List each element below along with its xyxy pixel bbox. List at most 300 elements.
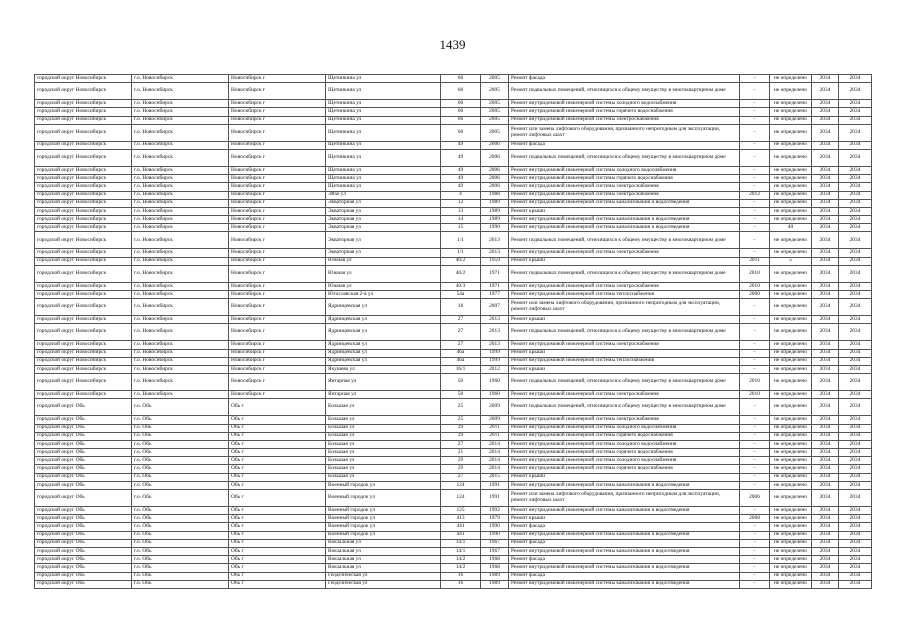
- cell-work-type: Ремонт внутридомовой инженерной системы электроснабжения: [509, 416, 740, 424]
- cell-work-type: Ремонт крыши: [509, 257, 740, 265]
- cell-plan-start: 2034: [812, 473, 839, 481]
- cell-work-type: Ремонт или замена лифтового оборудования, признанного непригодным для эксплуатации, ремонт лифтовых шахт: [509, 299, 740, 316]
- cell-plan-end: 2034: [839, 199, 872, 207]
- cell-work-type: Ремонт внутридомовой инженерной системы канализования и водоотведения: [509, 481, 740, 489]
- cell-plan-start: 2034: [812, 249, 839, 257]
- cell-plan-end: 2034: [839, 141, 872, 149]
- cell-year: 2009: [481, 416, 509, 424]
- cell-plan-end: 2034: [839, 399, 872, 416]
- cell-district: г.о. Новосибирск: [132, 124, 229, 141]
- cell-plan-end: 2034: [839, 100, 872, 108]
- cell-work-type: Ремонт или замена лифтового оборудования, признанного непригодным для эксплуатации, ремонт лифтовых шахт: [509, 124, 740, 141]
- table-row: [35, 357, 872, 365]
- cell-work-type: Ремонт фасада: [509, 523, 740, 531]
- cell-district: г.о. Новосибирск: [132, 257, 229, 265]
- cell-plan-end: 2034: [839, 523, 872, 531]
- cell-municipality: городской округ Новосибирск: [35, 299, 132, 316]
- cell-plan-end: 2034: [839, 166, 872, 174]
- cell-municipality: городской округ Новосибирск: [35, 324, 132, 341]
- cell-house: 25: [441, 399, 481, 416]
- cell-year: 2006: [481, 183, 509, 191]
- table-row: [35, 432, 872, 440]
- cell-work-type: Ремонт крыши: [509, 473, 740, 481]
- cell-last-repair: -: [740, 399, 770, 416]
- cell-plan-end: 2034: [839, 124, 872, 141]
- cell-district: г.о. Обь: [132, 457, 229, 465]
- cell-locality: Новосибирск г: [229, 324, 326, 341]
- cell-street: Большая ул: [326, 465, 441, 473]
- cell-district: г.о. Новосибирск: [132, 341, 229, 349]
- cell-street: Большая ул: [326, 473, 441, 481]
- table-row: [35, 341, 872, 349]
- cell-municipality: городской округ Новосибирск: [35, 183, 132, 191]
- cell-district: г.о. Новосибирск: [132, 83, 229, 100]
- cell-street: Военный городок ул: [326, 523, 441, 531]
- cell-house: 16: [441, 580, 481, 588]
- cell-street: Щетинкина ул: [326, 183, 441, 191]
- cell-plan-end: 2034: [839, 341, 872, 349]
- cell-municipality: городской округ Обь: [35, 539, 132, 547]
- cell-locality: Новосибирск г: [229, 166, 326, 174]
- cell-year: 2011: [481, 424, 509, 432]
- cell-plan-end: 2034: [839, 224, 872, 232]
- cell-last-repair: -: [740, 183, 770, 191]
- cell-plan-end: 2034: [839, 357, 872, 365]
- cell-plan-start: 2034: [812, 224, 839, 232]
- cell-house: 16: [441, 572, 481, 580]
- cell-district: г.о. Новосибирск: [132, 265, 229, 282]
- cell-plan-end: 2034: [839, 207, 872, 215]
- cell-district: г.о. Новосибирск: [132, 291, 229, 299]
- table-row: [35, 531, 872, 539]
- cell-municipality: городской округ Обь: [35, 572, 132, 580]
- table-row: [35, 224, 872, 232]
- table-row: [35, 232, 872, 249]
- cell-house: 66: [441, 100, 481, 108]
- cell-house: 14/2: [441, 564, 481, 572]
- cell-last-repair: -: [740, 341, 770, 349]
- cell-locality: Обь г: [229, 539, 326, 547]
- cell-municipality: городской округ Обь: [35, 465, 132, 473]
- cell-last-repair: -: [740, 75, 770, 83]
- cell-house: 29: [441, 432, 481, 440]
- cell-house: 14/1: [441, 547, 481, 555]
- cell-street: Ядринцевская ул: [326, 324, 441, 341]
- cell-municipality: городской округ Новосибирск: [35, 199, 132, 207]
- cell-cost: не определено: [770, 75, 812, 83]
- cell-municipality: городской округ Новосибирск: [35, 207, 132, 215]
- cell-municipality: городской округ Обь: [35, 440, 132, 448]
- cell-cost: не определено: [770, 572, 812, 580]
- cell-house: 66: [441, 108, 481, 116]
- cell-work-type: Ремонт внутридомовой инженерной системы холодного водоснабжения: [509, 100, 740, 108]
- cell-year: 2006: [481, 175, 509, 183]
- cell-plan-end: 2034: [839, 564, 872, 572]
- cell-work-type: Ремонт или замена лифтового оборудования, признанного непригодным для эксплуатации, ремонт лифтовых шахт: [509, 490, 740, 507]
- cell-municipality: городской округ Новосибирск: [35, 257, 132, 265]
- cell-locality: Новосибирск г: [229, 175, 326, 183]
- cell-street: Щетинкина ул: [326, 83, 441, 100]
- cell-house: 4: [441, 191, 481, 199]
- table-row: [35, 539, 872, 547]
- cell-locality: Новосибирск г: [229, 199, 326, 207]
- cell-plan-end: 2034: [839, 149, 872, 166]
- cell-plan-start: 2034: [812, 232, 839, 249]
- cell-last-repair: -: [740, 539, 770, 547]
- cell-work-type: Ремонт внутридомовой инженерной системы канализования и водоотведения: [509, 547, 740, 555]
- cell-municipality: городской округ Новосибирск: [35, 316, 132, 324]
- cell-last-repair: 2012: [740, 191, 770, 199]
- cell-plan-end: 2034: [839, 449, 872, 457]
- cell-last-repair: 2010: [740, 265, 770, 282]
- cell-plan-start: 2034: [812, 265, 839, 282]
- table-row: [35, 291, 872, 299]
- cell-last-repair: -: [740, 556, 770, 564]
- cell-cost: не определено: [770, 141, 812, 149]
- cell-last-repair: -: [740, 175, 770, 183]
- cell-house: 66: [441, 83, 481, 100]
- cell-plan-start: 2034: [812, 116, 839, 124]
- cell-plan-end: 2034: [839, 457, 872, 465]
- cell-last-repair: 2010: [740, 391, 770, 399]
- cell-work-type: Ремонт внутридомовой инженерной системы канализования и водоотведения: [509, 564, 740, 572]
- cell-year: 1960: [481, 391, 509, 399]
- cell-street: Большая ул: [326, 432, 441, 440]
- cell-street: Югославская 2-я ул: [326, 291, 441, 299]
- table-row: [35, 207, 872, 215]
- cell-house: 18: [441, 299, 481, 316]
- cell-work-type: Ремонт внутридомовой инженерной системы горячего водоснабжения: [509, 449, 740, 457]
- cell-cost: не определено: [770, 199, 812, 207]
- cell-municipality: городской округ Обь: [35, 424, 132, 432]
- cell-street: Янтарная ул: [326, 391, 441, 399]
- cell-house: 27: [441, 324, 481, 341]
- cell-house: 50: [441, 374, 481, 391]
- cell-work-type: Ремонт внутридомовой инженерной системы электроснабжения: [509, 249, 740, 257]
- cell-work-type: Ремонт фасада: [509, 141, 740, 149]
- table-row: [35, 449, 872, 457]
- cell-cost: не определено: [770, 523, 812, 531]
- cell-last-repair: 2011: [740, 257, 770, 265]
- table-row: [35, 216, 872, 224]
- cell-cost: не определено: [770, 100, 812, 108]
- cell-locality: Обь г: [229, 523, 326, 531]
- cell-plan-start: 2034: [812, 539, 839, 547]
- cell-locality: Обь г: [229, 416, 326, 424]
- cell-year: 2013: [481, 232, 509, 249]
- table-row: [35, 75, 872, 83]
- table-row: [35, 116, 872, 124]
- cell-locality: Обь г: [229, 440, 326, 448]
- cell-locality: Новосибирск г: [229, 316, 326, 324]
- cell-locality: Новосибирск г: [229, 216, 326, 224]
- cell-plan-start: 2034: [812, 481, 839, 489]
- cell-cost: не определено: [770, 232, 812, 249]
- cell-year: 2013: [481, 249, 509, 257]
- cell-year: 2011: [481, 432, 509, 440]
- table-row: [35, 83, 872, 100]
- cell-municipality: городской округ Новосибирск: [35, 265, 132, 282]
- cell-plan-start: 2034: [812, 257, 839, 265]
- cell-locality: Новосибирск г: [229, 141, 326, 149]
- cell-plan-start: 2034: [812, 357, 839, 365]
- cell-last-repair: -: [740, 224, 770, 232]
- cell-year: 2006: [481, 141, 509, 149]
- cell-locality: Новосибирск г: [229, 124, 326, 141]
- cell-plan-start: 2034: [812, 199, 839, 207]
- cell-locality: Новосибирск г: [229, 108, 326, 116]
- table-row: [35, 465, 872, 473]
- cell-district: г.о. Обь: [132, 490, 229, 507]
- cell-plan-end: 2034: [839, 324, 872, 341]
- cell-work-type: Ремонт подвальных помещений, относящихся к общему имуществу в многоквартирном доме: [509, 324, 740, 341]
- cell-house: 124: [441, 490, 481, 507]
- cell-work-type: Ремонт крыши: [509, 207, 740, 215]
- cell-district: г.о. Новосибирск: [132, 349, 229, 357]
- cell-year: 2012: [481, 365, 509, 373]
- cell-work-type: Ремонт внутридомовой инженерной системы канализования и водоотведения: [509, 199, 740, 207]
- cell-house: 40/3: [441, 282, 481, 290]
- cell-house: 29: [441, 424, 481, 432]
- cell-district: г.о. Новосибирск: [132, 191, 229, 199]
- cell-locality: Обь г: [229, 399, 326, 416]
- cell-district: г.о. Новосибирск: [132, 75, 229, 83]
- cell-district: г.о. Новосибирск: [132, 232, 229, 249]
- cell-street: Щетинкина ул: [326, 149, 441, 166]
- cell-cost: не определено: [770, 357, 812, 365]
- cell-municipality: городской округ Обь: [35, 515, 132, 523]
- cell-work-type: Ремонт внутридомовой инженерной системы канализования и водоотведения: [509, 507, 740, 515]
- cell-year: 2014: [481, 440, 509, 448]
- cell-work-type: Ремонт крыши: [509, 365, 740, 373]
- cell-work-type: Ремонт внутридомовой инженерной системы холодного водоснабжения: [509, 166, 740, 174]
- cell-cost: не определено: [770, 365, 812, 373]
- cell-work-type: Ремонт внутридомовой инженерной системы горячего водоснабжения: [509, 108, 740, 116]
- table-row: [35, 547, 872, 555]
- cell-municipality: городской округ Новосибирск: [35, 166, 132, 174]
- cell-locality: Новосибирск г: [229, 291, 326, 299]
- cell-work-type: Ремонт крыши: [509, 515, 740, 523]
- cell-year: 2005: [481, 83, 509, 100]
- cell-plan-end: 2034: [839, 424, 872, 432]
- cell-year: 2014: [481, 457, 509, 465]
- cell-work-type: Ремонт внутридомовой инженерной системы холодного водоснабжения: [509, 424, 740, 432]
- cell-cost: не определено: [770, 349, 812, 357]
- cell-cost: не определено: [770, 473, 812, 481]
- cell-work-type: Ремонт подвальных помещений, относящихся к общему имуществу в многоквартирном доме: [509, 265, 740, 282]
- cell-work-type: Ремонт внутридомовой инженерной системы канализования и водоотведения: [509, 216, 740, 224]
- cell-year: 1979: [481, 515, 509, 523]
- cell-municipality: городской округ Новосибирск: [35, 249, 132, 257]
- table-row: [35, 257, 872, 265]
- cell-locality: Новосибирск г: [229, 341, 326, 349]
- cell-cost: не определено: [770, 440, 812, 448]
- table-row: [35, 316, 872, 324]
- cell-cost: не определено: [770, 539, 812, 547]
- table-row: [35, 580, 872, 588]
- cell-house: 1/1: [441, 249, 481, 257]
- cell-district: г.о. Новосибирск: [132, 166, 229, 174]
- table-row: [35, 282, 872, 290]
- cell-year: 2014: [481, 465, 509, 473]
- cell-street: Якушева ул: [326, 365, 441, 373]
- cell-work-type: Ремонт крыши: [509, 349, 740, 357]
- cell-last-repair: -: [740, 166, 770, 174]
- cell-cost: не определено: [770, 531, 812, 539]
- cell-last-repair: -: [740, 299, 770, 316]
- cell-house: 46а: [441, 357, 481, 365]
- cell-year: 2005: [481, 124, 509, 141]
- cell-cost: не определено: [770, 391, 812, 399]
- cell-locality: Обь г: [229, 424, 326, 432]
- cell-year: 1989: [481, 207, 509, 215]
- cell-year: 1989: [481, 580, 509, 588]
- cell-locality: Обь г: [229, 515, 326, 523]
- cell-work-type: Ремонт подвальных помещений, относящихся к общему имуществу в многоквартирном доме: [509, 232, 740, 249]
- cell-year: 1999: [481, 357, 509, 365]
- cell-cost: не определено: [770, 316, 812, 324]
- cell-house: 27: [441, 316, 481, 324]
- cell-last-repair: -: [740, 365, 770, 373]
- cell-district: г.о. Обь: [132, 416, 229, 424]
- cell-plan-start: 2034: [812, 457, 839, 465]
- cell-cost: не определено: [770, 149, 812, 166]
- cell-street: Ядринцевская ул: [326, 316, 441, 324]
- cell-district: г.о. Обь: [132, 507, 229, 515]
- cell-municipality: городской округ Новосибирск: [35, 282, 132, 290]
- cell-locality: Обь г: [229, 572, 326, 580]
- table-row: [35, 349, 872, 357]
- cell-year: 1991: [481, 490, 509, 507]
- cell-plan-end: 2034: [839, 507, 872, 515]
- cell-work-type: Ремонт внутридомовой инженерной системы холодного водоснабжения: [509, 440, 740, 448]
- cell-work-type: Ремонт внутридомовой инженерной системы электроснабжения: [509, 183, 740, 191]
- table-row: [35, 141, 872, 149]
- cell-municipality: городской округ Обь: [35, 449, 132, 457]
- cell-year: 2005: [481, 100, 509, 108]
- cell-plan-end: 2034: [839, 515, 872, 523]
- cell-municipality: городской округ Обь: [35, 490, 132, 507]
- cell-house: 14/2: [441, 556, 481, 564]
- cell-district: г.о. Новосибирск: [132, 357, 229, 365]
- cell-plan-start: 2034: [812, 149, 839, 166]
- cell-locality: Новосибирск г: [229, 299, 326, 316]
- cell-house: 54а: [441, 291, 481, 299]
- cell-work-type: Ремонт внутридомовой инженерной системы электроснабжения: [509, 191, 740, 199]
- table-row: [35, 183, 872, 191]
- cell-work-type: Ремонт подвальных помещений, относящихся к общему имуществу в многоквартирном доме: [509, 374, 740, 391]
- cell-cost: 40: [770, 224, 812, 232]
- cell-house: 29: [441, 457, 481, 465]
- cell-municipality: городской округ Новосибирск: [35, 365, 132, 373]
- cell-year: 2013: [481, 341, 509, 349]
- cell-municipality: городской округ Обь: [35, 507, 132, 515]
- cell-municipality: городской округ Новосибирск: [35, 216, 132, 224]
- cell-municipality: городской округ Обь: [35, 531, 132, 539]
- cell-last-repair: -: [740, 580, 770, 588]
- cell-cost: не определено: [770, 465, 812, 473]
- cell-cost: не определено: [770, 490, 812, 507]
- cell-municipality: городской округ Обь: [35, 399, 132, 416]
- table-row: [35, 191, 872, 199]
- cell-district: г.о. Новосибирск: [132, 116, 229, 124]
- cell-district: г.о. Обь: [132, 556, 229, 564]
- cell-street: Щетинкина ул: [326, 75, 441, 83]
- cell-last-repair: -: [740, 432, 770, 440]
- cell-street: Ядринцевская ул: [326, 341, 441, 349]
- cell-plan-end: 2034: [839, 556, 872, 564]
- table-body: [35, 75, 872, 589]
- cell-last-repair: -: [740, 424, 770, 432]
- cell-district: г.о. Обь: [132, 399, 229, 416]
- cell-last-repair: -: [740, 507, 770, 515]
- cell-plan-start: 2034: [812, 449, 839, 457]
- cell-last-repair: 2000: [740, 291, 770, 299]
- cell-work-type: Ремонт подвальных помещений, относящихся к общему имуществу в многоквартирном доме: [509, 149, 740, 166]
- cell-street: Военный городок ул: [326, 515, 441, 523]
- cell-plan-end: 2034: [839, 291, 872, 299]
- cell-district: г.о. Обь: [132, 531, 229, 539]
- cell-district: г.о. Новосибирск: [132, 282, 229, 290]
- table-row: [35, 365, 872, 373]
- cell-house: 12: [441, 199, 481, 207]
- cell-locality: Новосибирск г: [229, 265, 326, 282]
- cell-locality: Новосибирск г: [229, 365, 326, 373]
- cell-locality: Обь г: [229, 432, 326, 440]
- cell-plan-start: 2034: [812, 349, 839, 357]
- cell-year: 2013: [481, 324, 509, 341]
- cell-year: 1967: [481, 547, 509, 555]
- cell-year: 2005: [481, 108, 509, 116]
- cell-year: 1999: [481, 349, 509, 357]
- cell-house: 14/1: [441, 539, 481, 547]
- cell-cost: не определено: [770, 108, 812, 116]
- cell-cost: не определено: [770, 124, 812, 141]
- cell-plan-start: 2034: [812, 83, 839, 100]
- table-row: [35, 199, 872, 207]
- cell-district: г.о. Новосибирск: [132, 216, 229, 224]
- cell-district: г.о. Новосибирск: [132, 249, 229, 257]
- table-row: [35, 564, 872, 572]
- cell-plan-start: 2034: [812, 166, 839, 174]
- cell-work-type: Ремонт внутридомовой инженерной системы электроснабжения: [509, 341, 740, 349]
- cell-work-type: Ремонт подвальных помещений, относящихся к общему имуществу в многоквартирном доме: [509, 83, 740, 100]
- cell-district: г.о. Новосибирск: [132, 183, 229, 191]
- cell-year: 1991: [481, 481, 509, 489]
- cell-last-repair: -: [740, 416, 770, 424]
- cell-municipality: городской округ Новосибирск: [35, 191, 132, 199]
- cell-plan-start: 2034: [812, 440, 839, 448]
- cell-plan-end: 2034: [839, 572, 872, 580]
- cell-year: 1968: [481, 556, 509, 564]
- cell-plan-end: 2034: [839, 440, 872, 448]
- cell-house: 124: [441, 481, 481, 489]
- table-row: [35, 424, 872, 432]
- cell-year: 2009: [481, 399, 509, 416]
- cell-plan-end: 2034: [839, 257, 872, 265]
- cell-district: г.о. Новосибирск: [132, 365, 229, 373]
- table-row: [35, 265, 872, 282]
- cell-district: г.о. Обь: [132, 481, 229, 489]
- cell-locality: Обь г: [229, 507, 326, 515]
- cell-cost: не определено: [770, 116, 812, 124]
- cell-year: 1990: [481, 523, 509, 531]
- cell-cost: не определено: [770, 324, 812, 341]
- cell-locality: Новосибирск г: [229, 232, 326, 249]
- cell-plan-end: 2034: [839, 547, 872, 555]
- cell-plan-end: 2034: [839, 232, 872, 249]
- cell-locality: Обь г: [229, 449, 326, 457]
